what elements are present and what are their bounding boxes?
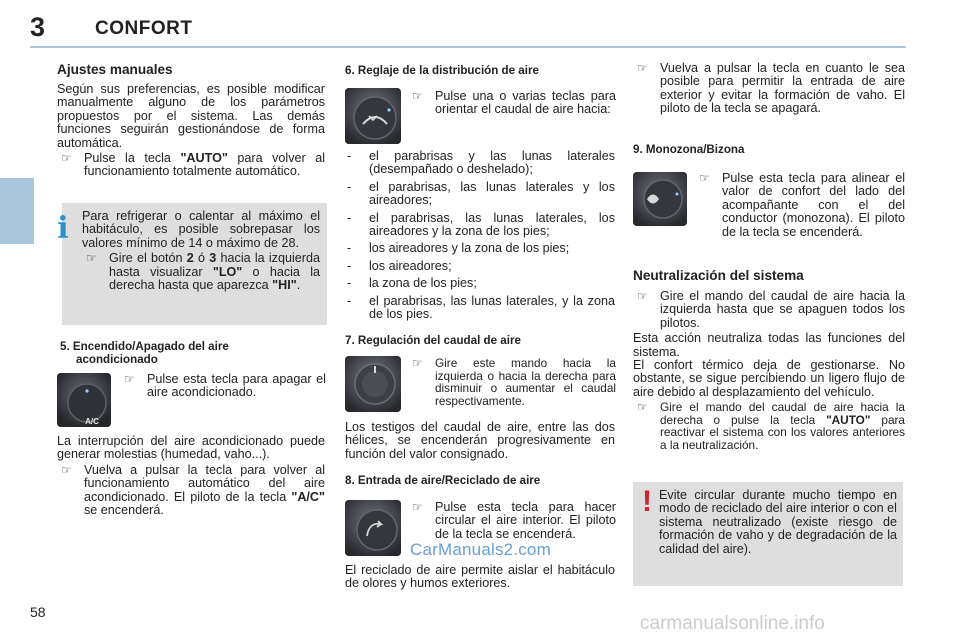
- list-item: - el parabrisas, las lunas laterales, y la zona de los pies.: [345, 295, 615, 322]
- section-5-text: La interrupción del aire acondicionado puede generar molestias (humedad, vaho...).: [57, 434, 325, 462]
- air-flow-knob-image: [345, 356, 401, 412]
- section-9-bullet: ☞ Pulse esta tecla para alinear el valor de confort del lado del acompañante con el del conductor (monozona). El piloto de la tecla se encenderá.: [695, 172, 905, 239]
- section-7-title-wrap: [345, 334, 615, 347]
- chapter-title: CONFORT: [95, 18, 193, 39]
- header-rule: [30, 46, 906, 48]
- recirculation-button-image: [345, 500, 401, 556]
- info-bullet: ☞ Gire el botón 2 ó 3 hacia la izquierda hasta visualizar "LO" o hacia la derecha hasta que aparezca "HI".: [82, 252, 320, 292]
- section-9-title-wrap: [633, 143, 905, 156]
- site-watermark: CarManuals2.com: [410, 540, 551, 559]
- section-7-bullet-wrap: [408, 357, 616, 407]
- section-7-bullet: ☞ Gire este mando hacia la izquierda o hacia la derecha para disminuir o aumentar el caudal respectivamente.: [408, 357, 616, 407]
- neutral-section: [633, 268, 905, 452]
- section-heading-neutralizacion: Neutralización del sistema: [633, 268, 804, 283]
- list-item: - los aireadores;: [345, 260, 615, 273]
- recirculation-icon: [345, 500, 401, 556]
- section-8-title: 8. Entrada de aire/Reciclado de aire: [345, 474, 541, 487]
- info-icon: i: [57, 211, 69, 246]
- section-5-bullet: ☞ Pulse esta tecla para apagar el aire acondicionado.: [120, 373, 326, 400]
- warning-text: Evite circular durante mucho tiempo en modo de reciclado del aire interior o con el sistema neutralizado (existe riesgo de formación de vaho y de degradación de la calidad del aire).: [659, 488, 897, 556]
- list-item: - el parabrisas, las lunas laterales, los aireadores y la zona de los pies;: [345, 212, 615, 239]
- section-8-bullet: ☞ Pulse esta tecla para hacer circular el aire interior. El piloto de la tecla se encenderá.: [408, 501, 616, 541]
- column-1: [57, 62, 325, 179]
- section-5-title: 5. Encendido/Apagado del aire acondicionado: [60, 340, 229, 366]
- section-5-body: [57, 435, 325, 517]
- section-8-text: El reciclado de aire permite aislar el habitáculo de olores y humos exteriores.: [345, 563, 615, 591]
- monozone-button-image: [633, 172, 687, 226]
- section-heading-ajustes: Ajustes manuales: [57, 62, 173, 77]
- neutral-text: Esta acción neutraliza todas las funciones del sistema. El confort térmico deja de gestionarse. No obstante, se sigue percibiendo un ligero flujo de aire debido al desplazamiento del vehículo.: [633, 331, 905, 399]
- air-distribution-icon: [345, 88, 401, 144]
- section-6-list: [345, 150, 615, 321]
- list-item: - el parabrisas y las lunas laterales (desempañado o deshelado);: [345, 150, 615, 177]
- bullet-auto: ☞ Pulse la tecla "AUTO" para volver al funcionamiento totalmente automático.: [57, 152, 325, 179]
- warning-content: [659, 489, 897, 556]
- list-item: - los aireadores y la zona de los pies;: [345, 242, 615, 255]
- section-8-bullet-wrap: [408, 501, 616, 541]
- info-text: Para refrigerar o calentar al máximo el habitáculo, es posible sobrepasar los valores mínimo de 14 o máximo de 28.: [82, 209, 320, 250]
- intro-paragraph: Según sus preferencias, es posible modificar manualmente alguno de los parámetros propuestos por el sistema. Las demás funciones seguirán gestionándose de forma automática.: [57, 82, 325, 150]
- section-8-title-wrap: [345, 474, 615, 487]
- section-7-text: Los testigos del caudal de aire, entre las dos hélices, se encenderán progresivamente en función del valor consignado.: [345, 420, 615, 461]
- info-box-content: [82, 210, 320, 292]
- ac-label: A/C: [85, 417, 99, 426]
- chapter-side-tab: [0, 178, 34, 244]
- warning-icon: !: [642, 485, 652, 518]
- footer-watermark: carmanualsonline.info: [640, 613, 825, 634]
- section-9-bullet-wrap: [695, 172, 905, 239]
- column-3-top: [633, 62, 905, 116]
- section-6-title-wrap: [345, 64, 615, 77]
- section-5-title-wrap: [60, 340, 290, 366]
- section-6-title: 6. Reglaje de la distribución de aire: [345, 64, 539, 77]
- chapter-number: 3: [30, 12, 46, 42]
- section-6-bullet: ☞ Pulse una o varias teclas para orientar el caudal de aire hacia:: [408, 90, 616, 117]
- page-number: 58: [30, 604, 46, 620]
- neutral-bullet: ☞ Gire el mando del caudal de aire hacia la izquierda hasta que se apaguen todos los pilotos.: [633, 290, 905, 330]
- section-8-bullet-continued: ☞ Vuelva a pulsar la tecla en cuanto le sea posible para permitir la entrada de aire exterior y evitar la formación de vaho. El piloto de la tecla se apagará.: [633, 62, 905, 116]
- section-9-title: 9. Monozona/Bizona: [633, 143, 745, 156]
- list-item: - el parabrisas, las lunas laterales y los aireadores;: [345, 181, 615, 208]
- section-5-bullet-wrap: [120, 373, 326, 400]
- section-8-body: [345, 564, 615, 591]
- section-5-bullet2: ☞ Vuelva a pulsar la tecla para volver al funcionamiento automático del aire acondicionado. El piloto de la tecla "A/C" se encenderá.: [57, 464, 325, 518]
- section-7-title: 7. Regulación del caudal de aire: [345, 334, 521, 347]
- list-item: - la zona de los pies;: [345, 277, 615, 290]
- air-distribution-image: [345, 88, 401, 144]
- fan-knob-icon: [345, 356, 401, 412]
- mono-zone-icon: [633, 172, 687, 226]
- neutral-bullet2: ☞ Gire el mando del caudal de aire hacia la derecha o pulse la tecla "AUTO" para reactivar el sistema con los valores anteriores a la neutralización.: [633, 401, 905, 451]
- section-7-body: [345, 421, 615, 461]
- section-6-bullet-wrap: [408, 90, 616, 117]
